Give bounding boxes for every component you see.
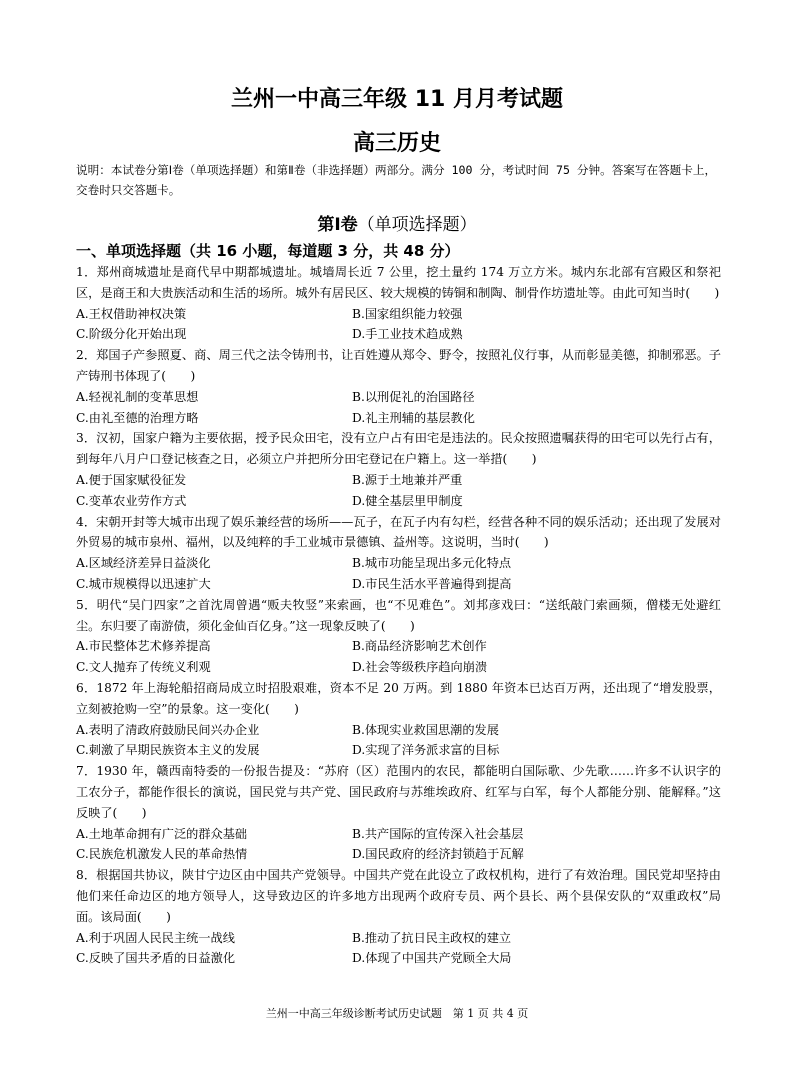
question-options bbox=[76, 720, 721, 762]
question-1 bbox=[76, 262, 721, 345]
question-stem: 1．郑州商城遗址是商代早中期都城遗址。城墙周长近 7 公里，挖土量约 174 万立方米。城内东北部有宫殿区和祭祀区，是商王和大贵族活动和生活的场所。城外有居民区、较大规模的铸铜和制陶、制骨作坊遗址等。由此可知当时( ) bbox=[76, 265, 721, 300]
question-2 bbox=[76, 345, 721, 428]
option-d: D.社会等级秩序趋向崩溃 bbox=[352, 660, 488, 675]
question-options bbox=[76, 928, 721, 970]
question-stem: 3．汉初，国家户籍为主要依据，授予民众田宅，没有立户占有田宅是违法的。民众按照遗嘱获得的田宅可以先行占有，到每年八月户口登记核查之日，必须立户并把所分田宅登记在户籍上。这一举措( ) bbox=[76, 431, 721, 467]
option-a: A.便于国家赋役征发 bbox=[76, 472, 187, 487]
option-a: A.区域经济差异日益淡化 bbox=[76, 556, 211, 571]
question-3 bbox=[76, 428, 721, 511]
option-b: B.体现实业救国思潮的发展 bbox=[352, 722, 499, 737]
question-stem: 2．郑国子产参照夏、商、周三代之法令铸刑书，让百姓遵从郑令、野令，按照礼仪行事，从而彰显美德，抑制邪恶。子产铸刑书体现了( ) bbox=[76, 348, 721, 383]
question-stem: 7．1930 年，赣西南特委的一份报告提及：“苏府（区）范围内的农民，都能明白国际歌、少先歌……许多不认识字的工农分子，都能作很长的演说，国民党与共产党、国民政府与苏维埃政府、红军与白军，每个人都能分别、能解释。”这反映了( ) bbox=[76, 764, 721, 820]
option-b: B.共产国际的宣传深入社会基层 bbox=[352, 826, 524, 841]
option-d: D.市民生活水平普遍得到提高 bbox=[352, 576, 512, 591]
option-d: D.体现了中国共产党顾全大局 bbox=[352, 951, 512, 966]
option-b: B.城市功能呈现出多元化特点 bbox=[352, 556, 512, 571]
question-list bbox=[76, 262, 721, 969]
question-options bbox=[76, 304, 721, 346]
question-stem: 4．宋朝开封等大城市出现了娱乐兼经营的场所——瓦子，在瓦子内有勾栏，经营各种不同的娱乐活动；还出现了发展对外贸易的城市泉州、福州，以及纯粹的手工业城市景德镇、益州等。这说明，当时( ) bbox=[76, 514, 721, 550]
page-footer: 兰州一中高三年级诊断考试历史试题 第 1 页 共 4 页 bbox=[265, 1007, 529, 1020]
option-b: B.以刑促礼的治国路径 bbox=[352, 389, 475, 404]
option-c: C.民族危机激发人民的革命热情 bbox=[76, 847, 248, 862]
option-a: A.市民整体艺术修养提高 bbox=[76, 639, 211, 654]
question-stem: 6．1872 年上海轮船招商局成立时招股艰难，资本不足 20 万两。到 1880 年资本已达百万两，还出现了“增发股票，立刻被抢购一空”的景象。这一变化( ) bbox=[76, 680, 721, 716]
option-d: D.健全基层里甲制度 bbox=[352, 493, 463, 508]
exam-title: 兰州一中高三年级 11 月月考试题 bbox=[231, 87, 563, 112]
option-a: A.王权借助神权决策 bbox=[76, 306, 187, 321]
question-6 bbox=[76, 678, 721, 761]
question-8 bbox=[76, 865, 721, 969]
option-b: B.商品经济影响艺术创作 bbox=[352, 639, 487, 654]
option-d: D.国民政府的经济封锁趋于瓦解 bbox=[352, 847, 524, 862]
exam-instructions: 说明：本试卷分第Ⅰ卷（单项选择题）和第Ⅱ卷（非选择题）两部分。满分 100 分，考试时间 75 分钟。答案写在答题卡上，交卷时只交答题卡。 bbox=[76, 163, 717, 197]
option-a: A.土地革命拥有广泛的群众基础 bbox=[76, 826, 248, 841]
option-c: C.城市规模得以迅速扩大 bbox=[76, 576, 211, 591]
option-c: C.反映了国共矛盾的日益激化 bbox=[76, 951, 236, 966]
option-a: A.轻视礼制的变革思想 bbox=[76, 389, 199, 404]
option-c: C.阶级分化开始出现 bbox=[76, 327, 187, 342]
option-b: B.国家组织能力较强 bbox=[352, 306, 463, 321]
option-c: C.文人抛弃了传统义利观 bbox=[76, 660, 211, 675]
question-stem: 8．根据国共协议，陕甘宁边区由中国共产党领导。中国共产党在此设立了政权机构，进行了有效治理。国民党却坚持由他们来任命边区的地方领导人，这导致边区的许多地方出现两个政府专员、两个县长、两个县保安队的“双重政权”局面。该局面( ) bbox=[76, 868, 721, 924]
question-options bbox=[76, 470, 721, 512]
option-a: A.利于巩固人民民主统一战线 bbox=[76, 930, 235, 945]
exam-subject: 高三历史 bbox=[352, 131, 441, 156]
option-b: B.推动了抗日民主政权的建立 bbox=[352, 930, 512, 945]
section-title-sub: （单项选择题） bbox=[357, 215, 477, 235]
question-options bbox=[76, 553, 721, 595]
option-a: A.表明了清政府鼓励民间兴办企业 bbox=[76, 722, 260, 737]
question-5 bbox=[76, 595, 721, 678]
question-4 bbox=[76, 512, 721, 595]
option-b: B.源于土地兼并严重 bbox=[352, 472, 463, 487]
option-c: C.刺激了早期民族资本主义的发展 bbox=[76, 743, 260, 758]
option-d: D.手工业技术趋成熟 bbox=[352, 327, 463, 342]
option-c: C.变革农业劳作方式 bbox=[76, 493, 187, 508]
option-d: D.礼主刑辅的基层教化 bbox=[352, 410, 475, 425]
section-title-main: 第Ⅰ卷 bbox=[317, 215, 358, 235]
question-7 bbox=[76, 761, 721, 865]
question-options bbox=[76, 824, 721, 866]
option-c: C.由礼至德的治理方略 bbox=[76, 410, 199, 425]
part-heading: 一、单项选择题（共 16 小题，每道题 3 分，共 48 分） bbox=[76, 242, 460, 260]
question-options bbox=[76, 636, 721, 678]
section-title bbox=[0, 210, 794, 235]
question-options bbox=[76, 387, 721, 429]
option-d: D.实现了洋务派求富的目标 bbox=[352, 743, 500, 758]
question-stem: 5．明代“吴门四家”之首沈周曾遇“贩夫牧竖”来索画，也“不见难色”。刘邦彦戏曰：“送纸敲门索画频，僧楼无处避红尘。东归要了南游债，须化金仙百亿身。”这一现象反映了( ) bbox=[76, 597, 721, 633]
